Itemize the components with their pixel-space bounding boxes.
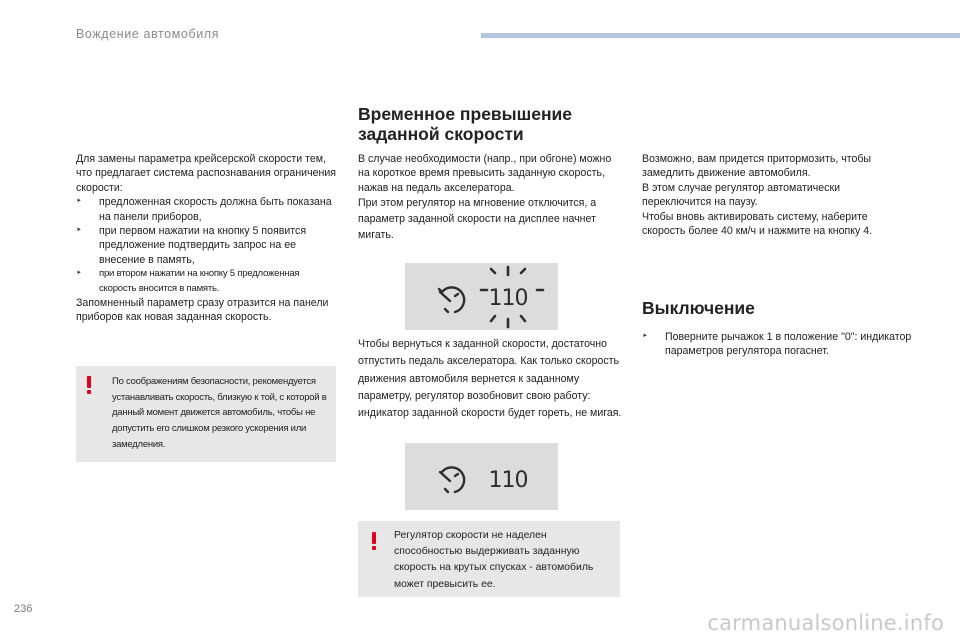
warning-text: Регулятор скорости не наделен способностью выдерживать заданную скорость на крутых спусках - автомобиль может превысить ее. (394, 530, 594, 590)
section-heading: Выключение (642, 298, 755, 318)
header-bar (481, 33, 960, 38)
list-item (642, 330, 912, 359)
section-heading: Временное превышение заданной скорости (358, 104, 573, 144)
display-blinking (405, 263, 558, 330)
display-speed: 110 (488, 286, 528, 311)
display-speed: 110 (488, 468, 528, 493)
paragraph: В этом случае регулятор автоматически переключится на паузу. (642, 181, 841, 209)
bullet-text: при первом нажатии на кнопку 5 появится предложение подтвердить запрос на ее внесение в память, (99, 225, 307, 266)
list-item (76, 267, 338, 296)
bullet-text: Поверните рычажок 1 в положение "0": индикатор параметров регулятора погаснет. (665, 331, 912, 358)
switch-off-list (642, 330, 912, 359)
right-column (642, 152, 912, 238)
bullet-marker-icon: ‣ (642, 331, 648, 342)
middle-column-bottom (358, 336, 623, 422)
list-item (76, 224, 338, 267)
safety-warning-box (76, 366, 336, 462)
intro-text: Для замены параметра крейсерской скорости тем, что предлагает система распознавания ограничения скорости: (76, 153, 337, 194)
paragraph: При этом регулятор на мгновение отключится, а параметр заданной скорости на дисплее начнет мигать. (358, 197, 597, 242)
paragraph: В случае необходимости (напр., при обгоне) можно на короткое время превысить заданную скорость, нажав на педаль акселератора. (358, 153, 612, 194)
bullet-text: предложенная скорость должна быть показана на панели приборов, (99, 196, 332, 223)
bullet-text: при втором нажатии на кнопку 5 предложенная скорость вносится в память. (99, 268, 300, 294)
paragraph: Возможно, вам придется притормозить, чтобы замедлить движение автомобиля. (642, 153, 872, 180)
section-title: Вождение автомобиля (76, 27, 220, 41)
paragraph: Чтобы вновь активировать систему, наберите скорость более 40 км/ч и нажмите на кнопку 4. (642, 210, 873, 238)
exclamation-icon (86, 376, 92, 394)
list-item (76, 195, 338, 224)
warning-text: По соображениям безопасности, рекомендуется устанавливать скорость, близкую к той, с которой в данный момент движется автомобиль, чтобы не допустить его слишком резкого ускорения или замедления. (112, 376, 327, 450)
speedometer-icon (405, 443, 558, 510)
bullet-marker-icon: ‣ (76, 225, 82, 237)
middle-column-top (358, 152, 623, 243)
exclamation-icon (371, 532, 377, 550)
outro-text: Запомненный параметр сразу отразится на панели приборов как новая заданная скорость. (76, 297, 329, 324)
left-column (76, 152, 338, 325)
page-number: 236 (14, 603, 33, 615)
watermark: carmanualsonline.info (707, 611, 944, 635)
paragraph: Чтобы вернуться к заданной скорости, достаточно отпустить педаль акселератора. Как только скорость движения автомобиля вернется к заданному параметру, регулятор возобновит свою работу: индикатор заданной скорости будет гореть, не мигая. (358, 338, 622, 420)
bullet-marker-icon: ‣ (76, 268, 82, 280)
bullet-marker-icon: ‣ (76, 196, 82, 208)
display-steady (405, 443, 558, 510)
speedometer-icon (405, 263, 558, 330)
warning-box (358, 521, 620, 597)
